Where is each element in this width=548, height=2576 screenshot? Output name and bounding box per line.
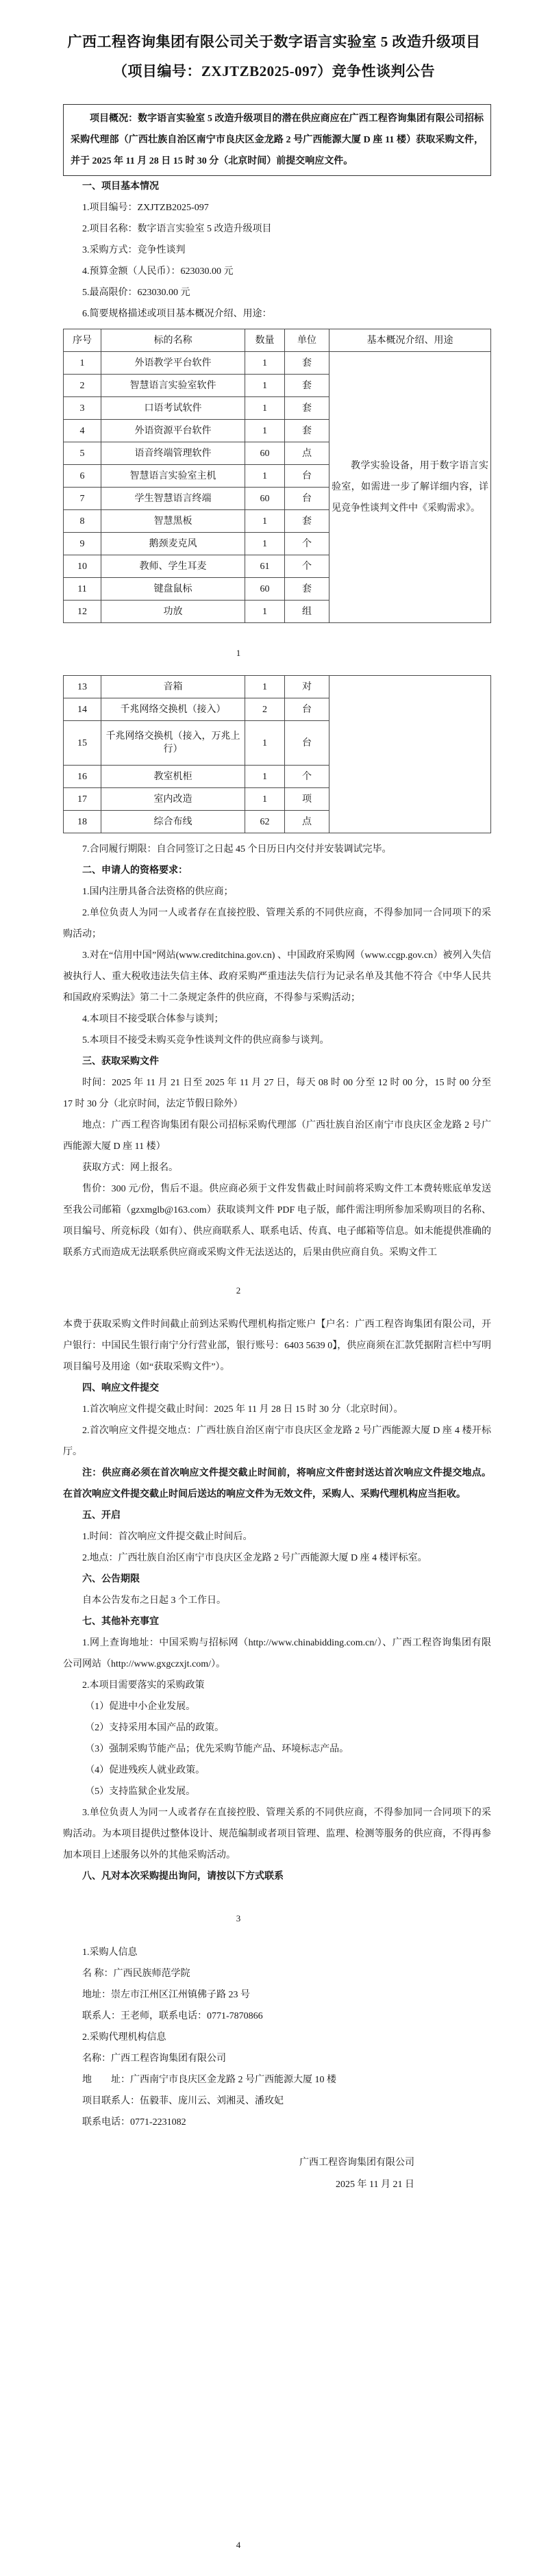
items-table-page2 <box>63 675 491 833</box>
cell-name: 教师、学生耳麦 <box>101 555 245 578</box>
cell-qty: 62 <box>245 811 285 833</box>
cell-qty: 1 <box>245 601 285 623</box>
other-item-policy-label: 2.本项目需要落实的采购政策 <box>82 1680 205 1691</box>
document-body <box>63 104 491 2552</box>
agency-phone: 联系电话：0771-2231082 <box>82 2117 186 2127</box>
agency-address: 地 址：广西南宁市良庆区金龙路 2 号广西能源大厦 10 楼 <box>82 2075 336 2085</box>
cell-qty: 1 <box>245 721 285 766</box>
max-price: 5.最高限价：623030.00 元 <box>82 288 190 298</box>
spec-intro-label: 6.简要规格描述或项目基本概况介绍、用途： <box>82 309 272 319</box>
cell-no: 11 <box>64 578 101 601</box>
cell-qty: 1 <box>245 397 285 420</box>
cell-unit: 台 <box>285 698 329 721</box>
qualification-item: 5.本项目不接受未购买竞争性谈判文件的供应商参与谈判。 <box>82 1035 329 1046</box>
qualification-item: 2.单位负责人为同一人或者存在直接控股、管理关系的不同供应商，不得参加同一合同项下的采购活动； <box>63 908 491 939</box>
cell-no: 1 <box>64 352 101 375</box>
cell-name: 室内改造 <box>101 788 245 811</box>
qualification-item: 4.本项目不接受联合体参与谈判； <box>82 1014 224 1024</box>
policy-item: （4）促进残疾人就业政策。 <box>85 1765 206 1776</box>
cell-unit: 套 <box>285 375 329 397</box>
cell-qty: 1 <box>245 766 285 788</box>
table-row <box>64 676 491 698</box>
cell-no: 17 <box>64 788 101 811</box>
table-description-text: 教学实验设备，用于数字语言实验室，如需进一步了解详细内容，详见竞争性谈判文件中《采购需求》。 <box>332 461 488 514</box>
obtain-time: 时间：2025 年 11 月 21 日至 2025 年 11 月 27 日，每天 08 时 00 分至 12 时 00 分，15 时 00 分至 17 时 30 分（北京时间，法定节假日除外） <box>63 1078 491 1109</box>
cell-no: 5 <box>64 442 101 465</box>
cell-name: 千兆网络交换机（接入） <box>101 698 245 721</box>
cell-unit: 组 <box>285 601 329 623</box>
cell-unit: 套 <box>285 420 329 442</box>
notice-period-text: 自本公告发布之日起 3 个工作日。 <box>82 1595 226 1606</box>
submit-note: 注：供应商必须在首次响应文件提交截止时间前，将响应文件密封送达首次响应文件提交地点。在首次响应文件提交截止时间后送达的响应文件为无效文件，采购人、采购代理机构应当拒收。 <box>63 1468 491 1500</box>
cell-unit: 项 <box>285 788 329 811</box>
cell-unit: 套 <box>285 352 329 375</box>
cell-no: 14 <box>64 698 101 721</box>
cell-qty: 1 <box>245 420 285 442</box>
section-2-heading: 二、申请人的资格要求： <box>82 866 188 876</box>
section-1-heading: 一、项目基本情况 <box>82 181 159 192</box>
cell-no: 18 <box>64 811 101 833</box>
cell-unit: 点 <box>285 811 329 833</box>
cell-qty: 1 <box>245 676 285 698</box>
table-row <box>64 352 491 375</box>
cell-unit: 个 <box>285 766 329 788</box>
col-header-unit: 单位 <box>285 329 329 352</box>
cell-qty: 1 <box>245 465 285 488</box>
procurement-method: 3.采购方式：竞争性谈判 <box>82 245 186 255</box>
agency-info-label: 2.采购代理机构信息 <box>82 2032 166 2043</box>
opening-place: 2.地点：广西壮族自治区南宁市良庆区金龙路 2 号广西能源大厦 D 座 4 楼评标室。 <box>82 1553 427 1563</box>
policy-item: （1）促进中小企业发展。 <box>85 1702 196 1712</box>
other-item-restriction: 3.单位负责人为同一人或者存在直接控股、管理关系的不同供应商，不得参加同一合同项下的采购活动。为本项目提供过整体设计、规范编制或者项目管理、监理、检测等服务的供应商，不得再参加本项目上述服务以外的其他采购活动。 <box>63 1808 491 1860</box>
page-number-3: 3 <box>236 1913 241 1923</box>
cell-unit: 个 <box>285 555 329 578</box>
policy-item: （5）支持监狱企业发展。 <box>85 1786 196 1797</box>
section-4-heading: 四、响应文件提交 <box>82 1383 159 1393</box>
cell-qty: 1 <box>245 510 285 533</box>
cell-unit: 台 <box>285 721 329 766</box>
cell-qty: 1 <box>245 533 285 555</box>
purchaser-address: 地址：崇左市江州区江州镇佛子路 23 号 <box>82 1990 250 2000</box>
project-name: 2.项目名称：数字语言实验室 5 改造升级项目 <box>82 224 272 234</box>
policy-item: （3）强制采购节能产品；优先采购节能产品、环境标志产品。 <box>85 1744 349 1754</box>
page-number-1: 1 <box>236 648 241 658</box>
obtain-price-part2: 本费于获取采购文件时间截止前到达采购代理机构指定账户【户名：广西工程咨询集团有限公司，开户银行：中国民生银行南宁分行营业部，银行账号：6403 5639 0】，供应商须在汇款凭据附言栏中写明项目编号及用途（如“获取采购文件”）。 <box>63 1319 491 1372</box>
cell-no: 4 <box>64 420 101 442</box>
cell-no: 12 <box>64 601 101 623</box>
cell-name: 千兆网络交换机（接入，万兆上行） <box>101 721 245 766</box>
signature-block <box>63 2152 491 2196</box>
cell-name: 音箱 <box>101 676 245 698</box>
agency-contacts: 项目联系人：伍毅菲、庞川云、刘湘灵、潘玫妃 <box>82 2096 284 2106</box>
cell-name: 语音终端管理软件 <box>101 442 245 465</box>
cell-no: 13 <box>64 676 101 698</box>
cell-qty: 60 <box>245 488 285 510</box>
col-header-desc: 基本概况介绍、用途 <box>329 329 491 352</box>
page-number-2: 2 <box>236 1285 241 1296</box>
qualification-item: 3.对在“信用中国”网站(www.creditchina.gov.cn) 、中国政府采购网（www.ccgp.gov.cn）被列入失信被执行人、重大税收违法失信主体、政府采购严重违法失信行为记录名单及其他不符合《中华人民共和国政府采购法》第二十二条规定条件的供应商，不得参与采购活动； <box>63 950 491 1003</box>
budget-amount: 4.预算金额（人民币）：623030.00 元 <box>82 266 234 277</box>
col-header-name: 标的名称 <box>101 329 245 352</box>
purchaser-contact: 联系人：王老师，联系电话：0771-7870866 <box>82 2011 263 2021</box>
items-table-page1 <box>63 329 491 623</box>
page-number-4: 4 <box>236 2540 241 2550</box>
project-number: 1.项目编号：ZXJTZB2025-097 <box>82 203 209 213</box>
section-3-heading: 三、获取采购文件 <box>82 1057 159 1067</box>
cell-no: 6 <box>64 465 101 488</box>
cell-unit: 点 <box>285 442 329 465</box>
table-header-row <box>64 329 491 352</box>
submit-deadline: 1.首次响应文件提交截止时间：2025 年 11 月 28 日 15 时 30 分（北京时间）。 <box>82 1404 403 1415</box>
section-7-heading: 七、其他补充事宜 <box>82 1617 159 1627</box>
obtain-place: 地点：广西工程咨询集团有限公司招标采购代理部（广西壮族自治区南宁市良庆区金龙路 2 号广西能源大厦 D 座 11 楼） <box>63 1120 491 1152</box>
cell-no: 15 <box>64 721 101 766</box>
col-header-no: 序号 <box>64 329 101 352</box>
cell-name: 功放 <box>101 601 245 623</box>
table-description-cell-empty <box>329 676 491 833</box>
purchaser-name: 名 称：广西民族师范学院 <box>82 1969 190 1979</box>
section-8-heading: 八、凡对本次采购提出询问，请按以下方式联系 <box>82 1871 284 1882</box>
cell-no: 8 <box>64 510 101 533</box>
cell-qty: 1 <box>245 788 285 811</box>
contract-period: 7.合同履行期限：自合同签订之日起 45 个日历日内交付并安装调试完毕。 <box>82 844 392 855</box>
col-header-qty: 数量 <box>245 329 285 352</box>
title-line-2: （项目编号：ZXJTZB2025-097）竞争性谈判公告 <box>112 63 436 79</box>
cell-name: 综合布线 <box>101 811 245 833</box>
cell-qty: 2 <box>245 698 285 721</box>
cell-qty: 60 <box>245 442 285 465</box>
policy-item: （2）支持采用本国产品的政策。 <box>85 1723 225 1733</box>
purchaser-info-label: 1.采购人信息 <box>82 1947 138 1958</box>
title-line-1: 广西工程咨询集团有限公司关于数字语言实验室 5 改造升级项目 <box>67 34 481 50</box>
cell-unit: 对 <box>285 676 329 698</box>
project-overview-text: 项目概况：数字语言实验室 5 改造升级项目的潜在供应商应在广西工程咨询集团有限公司招标采购代理部（广西壮族自治区南宁市良庆区金龙路 2 号广西能源大厦 D 座 11 楼）获取采购文件，并于 2025 年 11 月 28 日 15 时 30 分（北京时间）前提交响应文件。 <box>71 114 484 166</box>
document-title <box>0 27 548 86</box>
section-5-heading: 五、开启 <box>82 1511 121 1521</box>
signature-date: 2025 年 11 月 21 日 <box>336 2180 414 2190</box>
cell-no: 10 <box>64 555 101 578</box>
cell-no: 3 <box>64 397 101 420</box>
table-description-cell <box>329 352 491 623</box>
cell-name: 智慧黑板 <box>101 510 245 533</box>
obtain-method: 获取方式：网上报名。 <box>82 1163 178 1173</box>
agency-name: 名称：广西工程咨询集团有限公司 <box>82 2054 226 2064</box>
cell-no: 16 <box>64 766 101 788</box>
cell-unit: 套 <box>285 510 329 533</box>
opening-time: 1.时间：首次响应文件提交截止时间后。 <box>82 1532 253 1542</box>
cell-qty: 1 <box>245 375 285 397</box>
submit-place: 2.首次响应文件提交地点：广西壮族自治区南宁市良庆区金龙路 2 号广西能源大厦 D 座 4 楼开标厅。 <box>63 1426 491 1457</box>
cell-name: 口语考试软件 <box>101 397 245 420</box>
qualification-item: 1.国内注册具备合法资格的供应商； <box>82 887 234 897</box>
cell-unit: 台 <box>285 465 329 488</box>
cell-no: 9 <box>64 533 101 555</box>
section-6-heading: 六、公告期限 <box>82 1574 140 1584</box>
cell-unit: 套 <box>285 397 329 420</box>
cell-name: 鹅颈麦克风 <box>101 533 245 555</box>
cell-qty: 61 <box>245 555 285 578</box>
cell-name: 智慧语言实验室软件 <box>101 375 245 397</box>
cell-name: 教室机柜 <box>101 766 245 788</box>
cell-no: 2 <box>64 375 101 397</box>
cell-unit: 套 <box>285 578 329 601</box>
obtain-price-part1: 售价：300 元/份，售后不退。供应商必须于文件发售截止时间前将采购文件工本费转账底单发送至我公司邮箱（gzxmglb@163.com）获取谈判文件 PDF 电子版，邮件需注明所参加采购项目的名称、项目编号、所竞标段（如有）、供应商联系人、联系电话、传真、电子邮箱等信息。如未能提供准确的联系方式而造成无法联系供应商或采购文件无法送达的，后果由供应商自负。采购文件工 <box>63 1184 491 1258</box>
cell-unit: 个 <box>285 533 329 555</box>
cell-name: 学生智慧语言终端 <box>101 488 245 510</box>
cell-no: 7 <box>64 488 101 510</box>
cell-qty: 1 <box>245 352 285 375</box>
other-item-urls: 1.网上查询地址：中国采购与招标网（http://www.chinabidding.com.cn/）、广西工程咨询集团有限公司网站（http://www.gxgczxjt.com/）。 <box>63 1638 491 1669</box>
signature-company: 广西工程咨询集团有限公司 <box>299 2158 414 2168</box>
cell-unit: 台 <box>285 488 329 510</box>
cell-name: 外语资源平台软件 <box>101 420 245 442</box>
cell-name: 外语教学平台软件 <box>101 352 245 375</box>
cell-name: 键盘鼠标 <box>101 578 245 601</box>
cell-qty: 60 <box>245 578 285 601</box>
project-overview-box <box>63 104 491 176</box>
cell-name: 智慧语言实验室主机 <box>101 465 245 488</box>
